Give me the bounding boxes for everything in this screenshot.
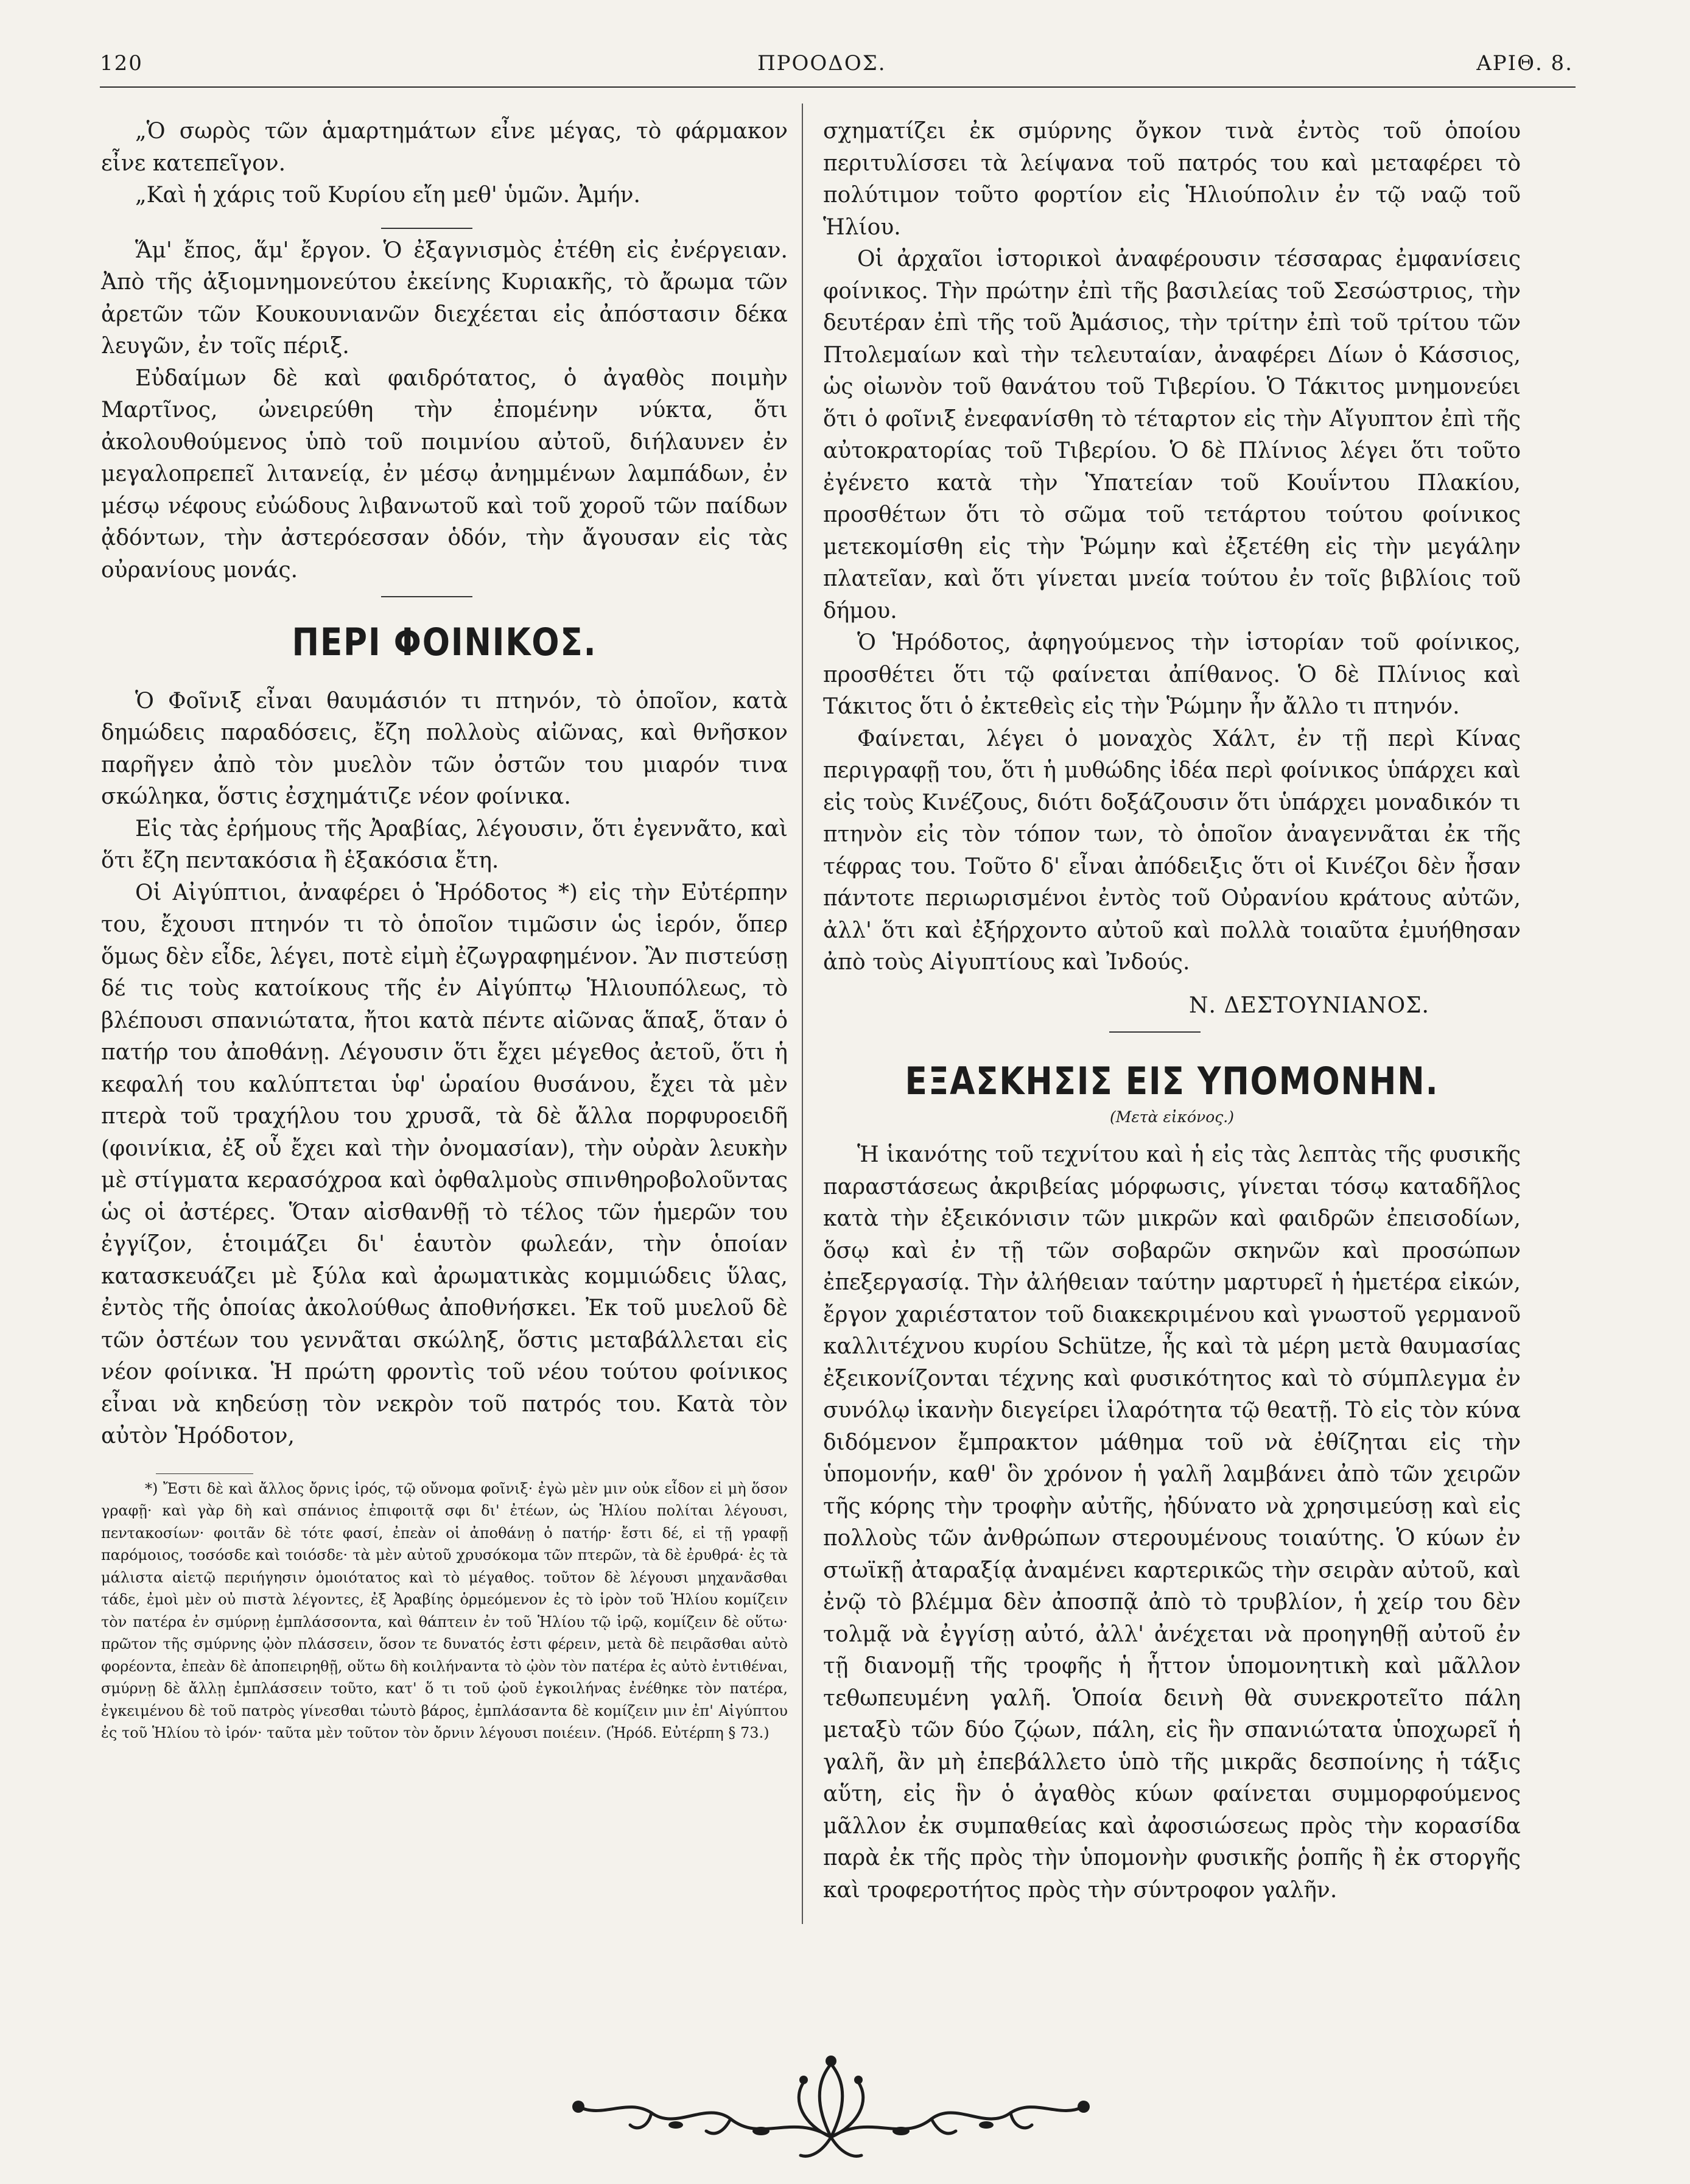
paragraph: Ὁ Ἡρόδοτος, ἀφηγούμενος τὴν ἱστορίαν τοῦ φοίνικος, προσθέτει ὅτι τῷ φαίνεται ἀπίθανος. Ὁ δὲ Πλίνιος καὶ Τάκιτος ὅτι ὁ ἐκτεθεὶς εἰς τὴν Ῥώμην ἦν ἄλλο τι πτηνόν. xyxy=(823,630,1521,719)
author-signature: Ν. ΔΕΣΤΟΥΝΙΑΝΟΣ. xyxy=(1188,992,1429,1018)
intro-line-1: „Ὁ σωρὸς τῶν ἁμαρτημάτων εἶνε μέγας, τὸ φάρμακον εἶνε κατεπεῖγον. xyxy=(101,119,788,176)
left-column xyxy=(101,116,788,1744)
column-divider xyxy=(802,104,803,1924)
footnote: *) Ἔστι δὲ καὶ ἄλλος ὄρνις ἱρός, τῷ οὔνομα φοῖνιξ· ἐγὼ μὲν μιν οὐκ εἶδον εἰ μὴ ὅσον γραφῇ· καὶ γὰρ δὴ καὶ σπάνιος ἐπιφοιτᾷ σφι δι' ἐτέων, ὡς Ἡλίου πολίται λέγουσι, πεντακοσίων· φοιτᾶν δὲ τότε φασί, ἐπεὰν οἱ ἀποθάνῃ ὁ πατήρ· ἔστι δέ, εἰ τῇ γραφῇ παρόμοιος, τοσόσδε καὶ τοιόσδε· τὰ μὲν αὐτοῦ χρυσόκομα τῶν πτερῶν, τὰ δὲ ἐρυθρά· ἐς τὰ μάλιστα αἰετῷ περιήγησιν ὁμοιότατος καὶ τὸ μέγαθος. τοῦτον δὲ λέγουσι μηχανᾶσθαι τάδε, ἐμοὶ μὲν οὐ πιστὰ λέγοντες, ἐξ Ἀραβίης ὁρμεόμενον ἐς τὸ ἱρὸν τοῦ Ἡλίου κομίζειν τὸν πατέρα ἐν σμύρνῃ ἐμπλάσσοντα, καὶ θάπτειν ἐν τοῦ Ἡλίου τῷ ἱρῷ, κομίζειν δὲ οὕτω· πρῶτον τῆς σμύρνης ᾠὸν πλάσσειν, ὅσον τε δυνατός ἐστι φέρειν, μετὰ δὲ πειρᾶσθαι αὐτὸ φορέοντα, ἐπεὰν δὲ ἀποπειρηθῇ, οὕτω δὴ κοιλήναντα τὸ ᾠὸν τὸν πατέρα ἐς αὐτὸ ἐντιθέναι, σμύρνῃ δὲ ἄλλῃ ἐμπλάσσειν τοῦτο, κατ' ὅ τι τοῦ ᾠοῦ ἐγκοιλήνας ἐνέθηκε τὸν πατέρα, ἐγκειμένου δὲ τοῦ πατρὸς γίνεσθαι τὠυτὸ βάρος, ἐμπλάσαντα δὲ κομίζειν μιν ἐπ' Αἰγύπτου ἐς τοῦ Ἡλίου τὸ ἱρόν· ταῦτα μὲν τοῦτον τὸν ὄρνιν λέγουσι ποιέειν. (Ἡρόδ. Εὐτέρπη § 73.) xyxy=(101,1480,788,1741)
article-title-patience: ΕΞΑΣΚΗΣΙΣ ΕΙΣ ΥΠΟΜΟΝΗΝ. xyxy=(905,1059,1439,1103)
paragraph: σχηματίζει ἐκ σμύρνης ὄγκον τινὰ ἐντὸς τοῦ ὁποίου περιτυλίσσει τὰ λείψανα τοῦ πατρός του καὶ μεταφέρει τὸ πολύτιμον τοῦτο φορτίον εἰς Ἡλιούπολιν ἐν τῷ ναῷ τοῦ Ἡλίου. xyxy=(823,119,1521,240)
footnote-rule xyxy=(156,1473,253,1474)
paragraph: Εὐδαίμων δὲ καὶ φαιδρότατος, ὁ ἀγαθὸς ποιμὴν Μαρτῖνος, ὠνειρεύθη τὴν ἐπομένην νύκτα, ὅτι ἀκολουθούμενος ὑπὸ τοῦ ποιμνίου αὐτοῦ, διήλαυνεν ἐν μεγαλοπρεπεῖ λιτανείᾳ, ἐν μέσῳ ἀνημμένων λαμπάδων, ἐν μέσῳ νέφους εὐώδους λιβανωτοῦ καὶ τοῦ χοροῦ τῶν παίδων ᾀδόντων, τὴν ἀστερόεσσαν ὁδόν, τὴν ἄγουσαν εἰς τὰς οὐρανίους μονάς. xyxy=(101,365,788,583)
paragraph: Οἱ Αἰγύπτιοι, ἀναφέρει ὁ Ἡρόδοτος *) εἰς τὴν Εὐτέρπην του, ἔχουσι πτηνόν τι τὸ ὁποῖον τιμῶσιν ὡς ἱερόν, ὅπερ ὅμως δὲν εἶδε, λέγει, ποτὲ εἰμὴ ἐζωγραφημένον. Ἂν πιστεύσῃ δέ τις τοὺς κατοίκους τῆς ἐν Αἰγύπτῳ Ἡλιουπόλεως, τὸ βλέπουσι σπανιώτατα, ἤτοι κατὰ πέντε αἰῶνας ἅπαξ, ὅταν ὁ πατήρ του ἀποθάνῃ. Λέγουσιν ὅτι ἔχει μέγεθος ἀετοῦ, ὅτι ἡ κεφαλή του καλύπτεται ὑφ' ὡραίου θυσάνου, ἔχει τὰ μὲν πτερὰ τοῦ τραχήλου του χρυσᾶ, τὰ δὲ ἄλλα πορφυροειδῆ (φοινίκια, ἐξ οὗ ἔχει καὶ τὴν ὀνομασίαν), τὴν οὐρὰν λευκὴν μὲ στίγματα κερασόχροα καὶ ὀφθαλμοὺς σπινθηροβολοῦντας ὡς οἱ ἀστέρες. Ὅταν αἰσθανθῇ τὸ τέλος τῶν ἡμερῶν του ἐγγίζον, ἑτοιμάζει δι' ἑαυτὸν φωλεάν, τὴν ὁποίαν κατασκευάζει μὲ ξύλα καὶ ἀρωματικὰς κομμιώδεις ὕλας, ἐντὸς τῆς ὁποίας ἀκολούθως ἀποθνήσκει. Ἐκ τοῦ μυελοῦ δὲ τῶν ὀστέων του γεννᾶται σκώληξ, ὅστις μεταβάλλεται εἰς νέον φοίνικα. Ἡ πρώτη φροντὶς τοῦ νέου τούτου φοίνικος εἶναι νὰ κηδεύσῃ τὸν νεκρὸν τοῦ πατρός του. Κατὰ τὸν αὐτὸν Ἡρόδοτον, xyxy=(101,880,788,1448)
divider xyxy=(1109,1031,1201,1033)
running-head xyxy=(100,51,1573,82)
intro-line-2: „Καὶ ἡ χάρις τοῦ Κυρίου εἴη μεθ' ὑμῶν. Ἀμήν. xyxy=(135,183,640,208)
paragraph: Ἅμ' ἔπος, ἅμ' ἔργον. Ὁ ἐξαγνισμὸς ἐτέθη εἰς ἐνέργειαν. Ἀπὸ τῆς ἀξιομνημονεύτου ἐκείνης Κυριακῆς, τὸ ἄρωμα τῶν ἀρετῶν τῶν Κουκουνιανῶν διεχέεται εἰς ἀπόστασιν δέκα λευγῶν, ἐν τοῖς πέριξ. xyxy=(101,237,788,359)
paragraph: Οἱ ἀρχαῖοι ἱστορικοὶ ἀναφέρουσιν τέσσαρας ἐμφανίσεις φοίνικος. Τὴν πρώτην ἐπὶ τῆς βασιλείας τοῦ Σεσώστριος, τὴν δευτέραν ἐπὶ τῆς τοῦ Ἀμάσιος, τὴν τρίτην ἐπὶ τοῦ τρίτου τῶν Πτολεμαίων καὶ τὴν τελευταίαν, ἀναφέρει Δίων ὁ Κάσσιος, ὡς οἰωνὸν τοῦ θανάτου τοῦ Τιβερίου. Ὁ Τάκιτος μνημονεύει ὅτι ὁ φοῖνιξ ἐνεφανίσθη τὸ τέταρτον εἰς τὴν Αἴγυπτον ἐπὶ τῆς αὐτοκρατορίας τοῦ Τιβερίου. Ὁ δὲ Πλίνιος λέγει ὅτι τοῦτο ἐγένετο κατὰ τὴν Ὑπατείαν τοῦ Κουΐντου Πλακίου, προσθέτων ὅτι τὸ σῶμα τοῦ τετάρτου τούτου φοίνικος μετεκομίσθη εἰς τὴν Ῥώμην καὶ ἐξετέθη εἰς τὴν μεγάλην πλατεῖαν, καὶ ὅτι γίνεται μνεία τούτου ἐν τοῖς βιβλίοις τοῦ δήμου. xyxy=(823,247,1521,623)
divider xyxy=(381,596,472,597)
paragraph: Εἰς τὰς ἐρήμους τῆς Ἀραβίας, λέγουσιν, ὅτι ἐγεννᾶτο, καὶ ὅτι ἔζη πεντακόσια ἢ ἑξακόσια ἔτη. xyxy=(101,816,788,873)
paragraph: Φαίνεται, λέγει ὁ μοναχὸς Χάλτ, ἐν τῇ περὶ Κίνας περιγραφῇ του, ὅτι ἡ μυθώδης ἰδέα περὶ φοίνικος ὑπάρχει καὶ εἰς τοὺς Κινέζους, διότι δοξάζουσιν ὅτι ὑπάρχει μοναδικόν τι πτηνὸν εἰς τὸν τόπον των, τὸ ὁποῖον ἀναγεννᾶται ἐκ τῆς τέφρας του. Τοῦτο δ' εἶναι ἀπόδειξις ὅτι οἱ Κινέζοι δὲν ἦσαν πάντοτε περιωρισμένοι ἐντὸς τοῦ Οὐρανίου κράτους αὐτῶν, ἀλλ' ὅτι καὶ ἐξήρχοντο αὐτοῦ καὶ πολλὰ τοιαῦτα ἐμυήθησαν ἀπὸ τοὺς Αἰγυπτίους καὶ Ἰνδούς. xyxy=(823,726,1521,975)
divider xyxy=(381,228,472,229)
article-subtitle: (Μετὰ εἰκόνος.) xyxy=(1109,1108,1235,1126)
floral-ornament-icon xyxy=(475,2040,1187,2174)
paragraph: Ἡ ἱκανότης τοῦ τεχνίτου καὶ ἡ εἰς τὰς λεπτὰς τῆς φυσικῆς παραστάσεως ἀκριβείας μόρφωσις, γίνεται τόσῳ καταδῆλος κατὰ τὴν ἐξεικόνισιν τῶν μικρῶν καὶ φαιδρῶν ἐπεισοδίων, ὅσῳ καὶ ἐν τῇ τῶν σοβαρῶν σκηνῶν καὶ προσώπων ἐπεξεργασίᾳ. Τὴν ἀλήθειαν ταύτην μαρτυρεῖ ἡ ἡμετέρα εἰκών, ἔργον χαριέστατον τοῦ διακεκριμένου καὶ γνωστοῦ γερμανοῦ καλλιτέχνου κυρίου Schütze, ἧς καὶ τὰ μέρη μετὰ θαυμασίας ἐξεικονίζονται τέχνης καὶ φυσικότητος καὶ τὸ σύμπλεγμα ἐν συνόλῳ ἱκανὴν διεγείρει ἱλαρότητα τῷ θεατῇ. Τὸ εἰς τὸν κύνα διδόμενον ἔμπρακτον μάθημα τοῦ νὰ ἐθίζηται εἰς τὴν ὑπομονήν, καθ' ὃν χρόνον ἡ γαλῆ λαμβάνει ἀπὸ τῶν χειρῶν τῆς κόρης τὴν τροφὴν αὐτῆς, ἠδύνατο νὰ χρησιμεύσῃ καὶ εἰς πολλοὺς τῶν ἀνθρώπων στερουμένους τοιαύτης. Ὁ κύων ἐν στωϊκῇ ἀταραξίᾳ ἀναμένει καρτερικῶς τὴν σειρὰν αὐτοῦ, καὶ ἐνῷ τὸ βλέμμα δὲν ἀποσπᾷ ἀπὸ τὸ τρυβλίον, ἡ χείρ του δὲν τολμᾷ νὰ ἐγγίσῃ αὐτό, ἀλλ' ἀνέχεται νὰ προηγηθῇ αὐτοῦ ἐν τῇ διανομῇ τῆς τροφῆς ἡ ἧττον ὑπομονητικὴ καὶ μᾶλλον τεθωπευμένη γαλῆ. Ὁποία δεινὴ θὰ συνεκροτεῖτο πάλη μεταξὺ τῶν δύο ζῴων, πάλη, εἰς ἣν σπανιώτατα ὑποχωρεῖ ἡ γαλῆ, ἂν μὴ ἐπεβάλλετο ὑπὸ τῆς μικρᾶς δεσποίνης ἡ τάξις αὕτη, εἰς ἣν ὁ ἀγαθὸς κύων φαίνεται συμμορφούμενος μᾶλλον ἐκ συμπαθείας καὶ ἀφοσιώσεως πρὸς τὴν κορασίδα παρὰ ἐκ τῆς πρὸς τὴν ὑπομονὴν φυσικῆς ῥοπῆς ἢ ἐκ στοργῆς καὶ τροφεροτήτος πρὸς τὴν σύντροφον γαλῆν. xyxy=(823,1142,1521,1903)
header-rule xyxy=(100,86,1576,88)
journal-title: ΠΡΟΟΔΟΣ. xyxy=(757,51,886,75)
issue-number: ΑΡΙΘ. 8. xyxy=(1476,51,1573,75)
article-title-phoenix: ΠΕΡΙ ΦΟΙΝΙΚΟΣ. xyxy=(292,620,597,664)
page-number: 120 xyxy=(100,51,143,75)
paragraph: Ὁ Φοῖνιξ εἶναι θαυμάσιόν τι πτηνόν, τὸ ὁποῖον, κατὰ δημώδεις παραδόσεις, ἔζη πολλοὺς αἰῶνας, καὶ θνῆσκον παρῆγεν ἀπὸ τὸν μυελὸν τῶν ὀστῶν του μιαρόν τινα σκώληκα, ὅστις ἐσχημάτιζε νέον φοίνικα. xyxy=(101,688,788,809)
right-column xyxy=(823,116,1521,1906)
